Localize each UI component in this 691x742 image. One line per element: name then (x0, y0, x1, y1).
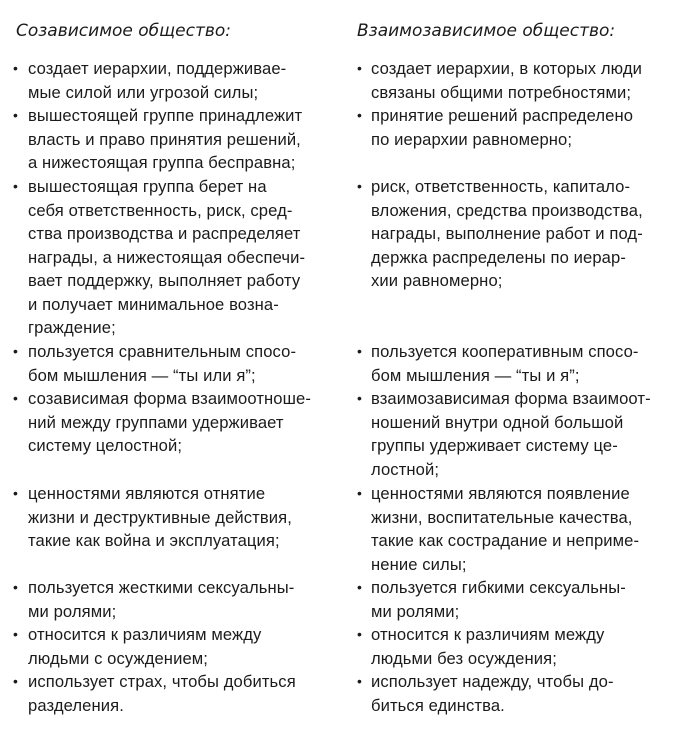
right-list-item: взаимозависимая форма взаимоот- ношений внутри одной большой группы удерживает систему це- лостной; (371, 389, 651, 479)
bullet-icon: • (357, 343, 362, 359)
bullet-icon: • (357, 390, 362, 406)
right-list-item: относится к различиям между людьми без осуждения; (371, 625, 605, 668)
right-list-item: пользуется гибкими сексуальны- ми ролями; (371, 578, 626, 621)
left-list-item: пользуется сравнительным спосо- бом мышления — “ты или я”; (28, 342, 297, 385)
left-list-item: вышестоящая группа берет на себя ответственность, риск, сред- ства производства и распределяет награды, а нижестоящая обеспечи- вает поддержку, выполняет работу и получает минимальное возна- граждение; (28, 177, 306, 337)
left-list-item: вышестоящей группе принадлежит власть и право принятия решений, а нижестоящая группа бесправна; (28, 106, 303, 172)
left-column-title: Созависимое общество: (16, 21, 232, 41)
right-list-item: принятие решений распределено по иерархии равномерно; (371, 106, 634, 149)
bullet-icon: • (357, 178, 362, 194)
bullet-icon: • (13, 579, 18, 595)
bullet-icon: • (13, 485, 18, 501)
bullet-icon: • (13, 390, 18, 406)
bullet-icon: • (13, 178, 18, 194)
right-list-item: ценностями являются появление жизни, воспитательные качества, такие как сострадание и неприме- нение силы; (371, 484, 640, 574)
left-list-item: пользуется жесткими сексуальны- ми ролями; (28, 578, 295, 621)
bullet-icon: • (13, 673, 18, 689)
left-list-item: созависимая форма взаимоотноше- ний между группами удерживает систему целостной; (28, 389, 311, 455)
right-list-item: риск, ответственность, капитало- вложения, средства производства, награды, выполнение работ и под- держка распределены по иерар- хии равномерно; (371, 177, 643, 290)
bullet-icon: • (13, 60, 18, 76)
right-column-title: Взаимозависимое общество: (357, 21, 616, 41)
bullet-icon: • (357, 107, 362, 123)
bullet-icon: • (357, 673, 362, 689)
bullet-icon: • (13, 343, 18, 359)
left-list-item: относится к различиям между людьми с осуждением; (28, 625, 262, 668)
bullet-icon: • (13, 107, 18, 123)
bullet-icon: • (357, 60, 362, 76)
bullet-icon: • (357, 626, 362, 642)
right-list-item: создает иерархии, в которых люди связаны общими потребностями; (371, 59, 642, 102)
left-list-item: ценностями являются отнятие жизни и деструктивные действия, такие как война и эксплуатация; (28, 484, 292, 550)
right-list-item: использует надежду, чтобы до- биться единства. (371, 672, 614, 715)
bullet-icon: • (13, 626, 18, 642)
bullet-icon: • (357, 579, 362, 595)
bullet-icon: • (357, 485, 362, 501)
right-list-item: пользуется кооперативным спосо- бом мышления — “ты и я”; (371, 342, 639, 385)
left-list-item: использует страх, чтобы добиться разделения. (28, 672, 296, 715)
left-list-item: создает иерархии, поддерживае- мые силой или угрозой силы; (28, 59, 287, 102)
